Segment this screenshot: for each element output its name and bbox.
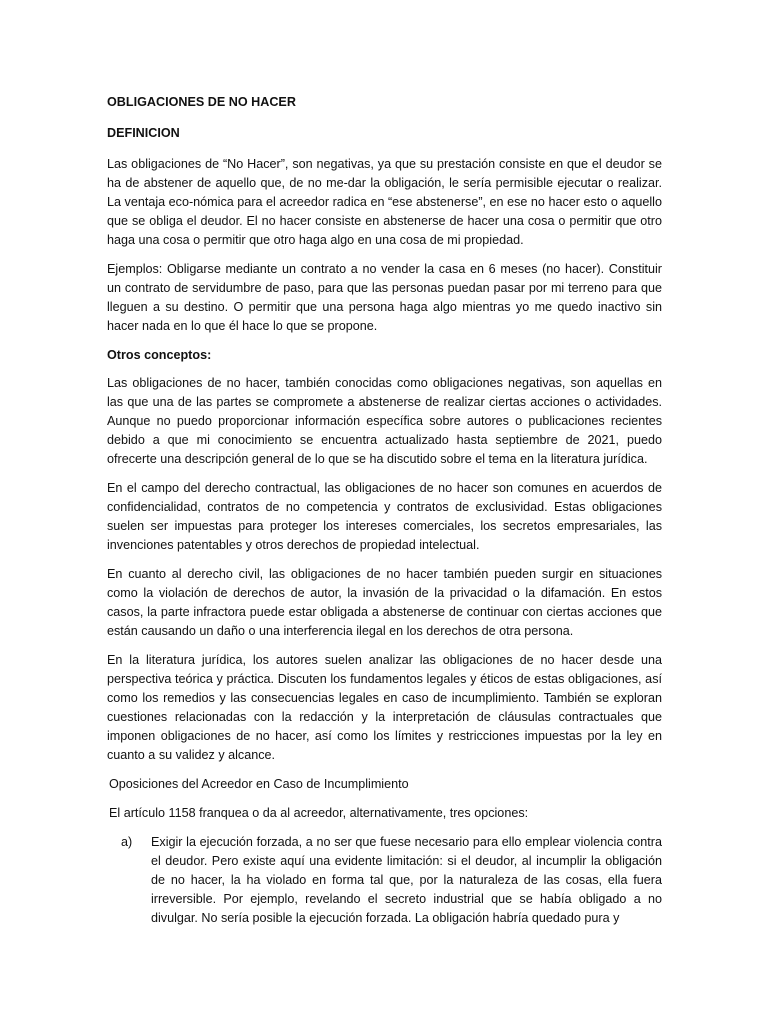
list-item-text: Exigir la ejecución forzada, a no ser que fuese necesario para ello emplear violencia contra el deudor. Pero existe aquí una evidente limitación: si el deudor, al incumplir la obligación de no hacer, la ha violado en forma tal que, por la naturaleza de las cosas, ella fuera irreversible. Por ejemplo, revelando el secreto industrial que se había obligado a no divulgar. No sería posible la ejecución forzada. La obligación habría quedado pura y: [151, 835, 662, 925]
ejemplos-lead: Ejemplos:: [107, 262, 163, 276]
otros-paragraph-3: En cuanto al derecho civil, las obligaciones de no hacer también pueden surgir en situaciones como la violación de derechos de autor, la invasión de la privacidad o la difamación. En estos casos, la parte infractora puede estar obligada a abstenerse de continuar con ciertas acciones que están causando un daño o una interferencia ilegal en los derechos de otra persona.: [107, 567, 662, 638]
otros-paragraph-1: Las obligaciones de no hacer, también conocidas como obligaciones negativas, son aquellas en las que una de las partes se compromete a abstenerse de realizar ciertas acciones o actividades. Aunque no puedo proporcionar información específica sobre autores o publicaciones recientes debido a que mi conocimiento se encuentra actualizado hasta septiembre de 2021, puedo ofrecerte una descripción general de lo que se ha discutido sobre el tema en la literatura jurídica.: [107, 376, 662, 466]
list-item: [107, 833, 662, 928]
ejemplos-text: Obligarse mediante un contrato a no vender la casa en 6 meses (no hacer). Constituir un contrato de servidumbre de paso, para que las personas puedan pasar por mi terreno para que lleguen a su destino. O permitir que una persona haga algo mientras yo me quedo inactivo sin hacer nada en lo que él hace lo que se propone.: [107, 262, 662, 333]
otros-paragraph-2: En el campo del derecho contractual, las obligaciones de no hacer son comunes en acuerdos de confidencialidad, contratos de no competencia y contratos de exclusividad. Estas obligaciones suelen ser impuestas para proteger los intereses comerciales, los secretos empresariales, las invenciones patentables y otros derechos de propiedad intelectual.: [107, 481, 662, 552]
otros-conceptos-heading: Otros conceptos:: [107, 348, 212, 362]
list-marker: a): [121, 835, 133, 849]
oposiciones-heading: Oposiciones del Acreedor en Caso de Incumplimiento: [109, 777, 409, 791]
ejemplos-paragraph: [107, 260, 662, 336]
articulo-paragraph: El artículo 1158 franquea o da al acreedor, alternativamente, tres opciones:: [109, 806, 529, 820]
document-title: OBLIGACIONES DE NO HACER: [107, 95, 296, 109]
opciones-list: [107, 833, 662, 928]
definicion-heading: DEFINICION: [107, 126, 180, 140]
otros-paragraph-4: En la literatura jurídica, los autores suelen analizar las obligaciones de no hacer desde una perspectiva teórica y práctica. Discuten los fundamentos legales y éticos de estas obligaciones, así como los remedios y las consecuencias legales en caso de incumplimiento. También se exploran cuestiones relacionadas con la redacción y la interpretación de cláusulas contractuales que imponen obligaciones de no hacer, así como los límites y restricciones impuestas por la ley en cuanto a su validez y alcance.: [107, 653, 662, 762]
definicion-paragraph: Las obligaciones de “No Hacer”, son negativas, ya que su prestación consiste en que el deudor se ha de abstener de aquello que, de no me-dar la obligación, le sería permisible ejecutar o realizar. La ventaja eco-nómica para el acreedor radica en “ese abstenerse”, en ese no hacer esto o aquello que se obliga el deudor. El no hacer consiste en abstenerse de hacer una cosa o permitir que otro haga una cosa o permitir que otro haga algo en una cosa de mi propiedad.: [107, 157, 662, 247]
